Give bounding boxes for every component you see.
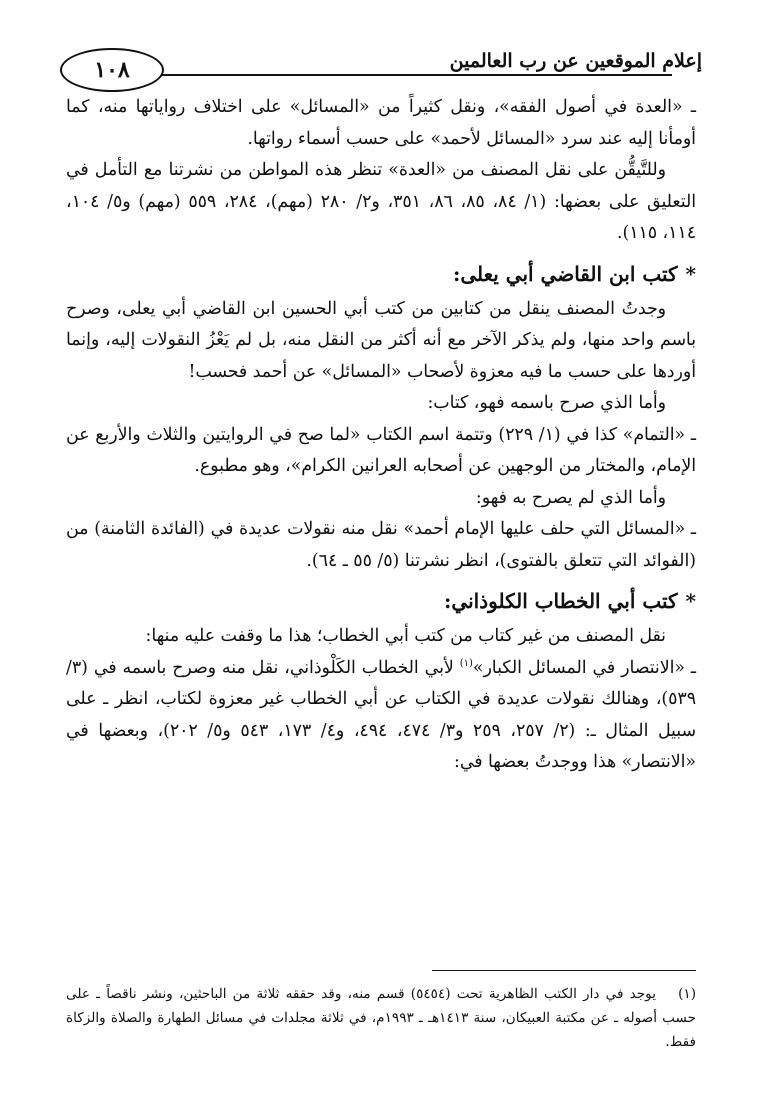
footnote xyxy=(66,982,696,1054)
paragraph-1: ـ «العدة في أصول الفقه»، ونقل كثيراً من «المسائل» على اختلاف رواياتها منه، كما أومأنا إليه عند سرد «المسائل لأحمد» على حسب أسماء رواتها. xyxy=(66,97,696,149)
paragraph-7: ـ «المسائل التي حلف عليها الإمام أحمد» نقل منه نقولات عديدة في (الفائدة الثامنة) من (الفوائد التي تتعلق بالفتوى)، انظر نشرتنا (٥/ ٥٥ ـ ٦٤). xyxy=(66,519,696,571)
paragraph-6: وأما الذي لم يصرح به فهو: xyxy=(475,487,666,508)
paragraph-3: وجدتُ المصنف ينقل من كتابين من كتب أبي الحسين ابن القاضي أبي يعلى، وصرح باسم واحد منها، ولم يذكر الآخر مع أنه أكثر من النقل منه، بل لم يَعْزُ النقولات إليه، وإنما أوردها على حسب ما فيه معزوة لأصحاب «المسائل» عن أحمد فحسب! xyxy=(66,298,696,382)
section-heading-abu-alkhattab xyxy=(66,583,696,619)
paragraph-9 xyxy=(66,653,696,779)
page-header xyxy=(62,40,702,92)
footnote-number: (١) xyxy=(678,986,696,1002)
footnote-reference[interactable]: (١) xyxy=(459,657,473,669)
footnote-text: يوجد في دار الكتب الظاهرية تحت (٥٤٥٤) قسم منه، وقد حققه ثلاثة من الباحثين، ونشر ناقصاً ـ على حسب أصوله ـ عن مكتبة العبيكان، سنة ١٤١٣هـ ـ ١٩٩٣م، في ثلاثة مجلدات في مسائل الطهارة والصلاة والزكاة فقط. xyxy=(66,986,697,1050)
star-icon: * xyxy=(685,261,696,286)
footnote-divider xyxy=(432,970,696,971)
book-title-intisar: ـ «الانتصار في المسائل الكبار» xyxy=(472,657,696,678)
section-heading-text: كتب أبي الخطاب الكلوذاني: xyxy=(444,589,678,613)
paragraph-4: وأما الذي صرح باسمه فهو، كتاب: xyxy=(427,393,666,413)
running-title: إعلام الموقعين عن رب العالمين xyxy=(449,50,702,72)
star-icon: * xyxy=(685,589,696,613)
paragraph-2: وللتَّيقُّن على نقل المصنف من «العدة» تنظر هذه المواطن من نشرتنا مع التأمل في التعليق على بعضها: (١/ ٨٤، ٨٥، ٨٦، ٣٥١، و٢/ ٢٨٠ (مهم)، ٢٨٤، ٥٥٩ (مهم) و٥/ ١٠٤، ١١٤، ١١٥). xyxy=(66,160,697,243)
section-heading-ibn-alqadi xyxy=(66,256,696,292)
body-text xyxy=(66,92,696,779)
page-number: ١٠٨ xyxy=(60,48,164,92)
paragraph-5: ـ «التمام» كذا في (١/ ٢٢٩) وتتمة اسم الكتاب «لما صح في الروايتين والثلاث والأربع عن الإمام، والمختار من الوجهين عن أصحابه العرانين الكرام»، وهو مطبوع. xyxy=(66,424,696,476)
section-heading-text: كتب ابن القاضي أبي يعلى: xyxy=(452,261,678,286)
paragraph-8: نقل المصنف من غير كتاب من كتب أبي الخطاب؛ هذا ما وقفت عليه منها: xyxy=(145,626,666,646)
paragraph-9-text: لأبي الخطاب الكَلْوذاني، نقل منه وصرح باسمه في (٣/ ٥٣٩)، وهنالك نقولات عديدة في الكتاب عن أبي الخطاب غير معزوة لكتاب، انظر ـ على سبيل المثال ـ: (٢/ ٢٥٧، ٢٥٩ و٣/ ٤٧٤، ٤٩٤، و٤/ ١٧٣، ٥٤٣ و٥/ ٢٠٢)، وبعضها في «الانتصار» هذا ووجدتُ بعضها في: xyxy=(66,657,696,772)
